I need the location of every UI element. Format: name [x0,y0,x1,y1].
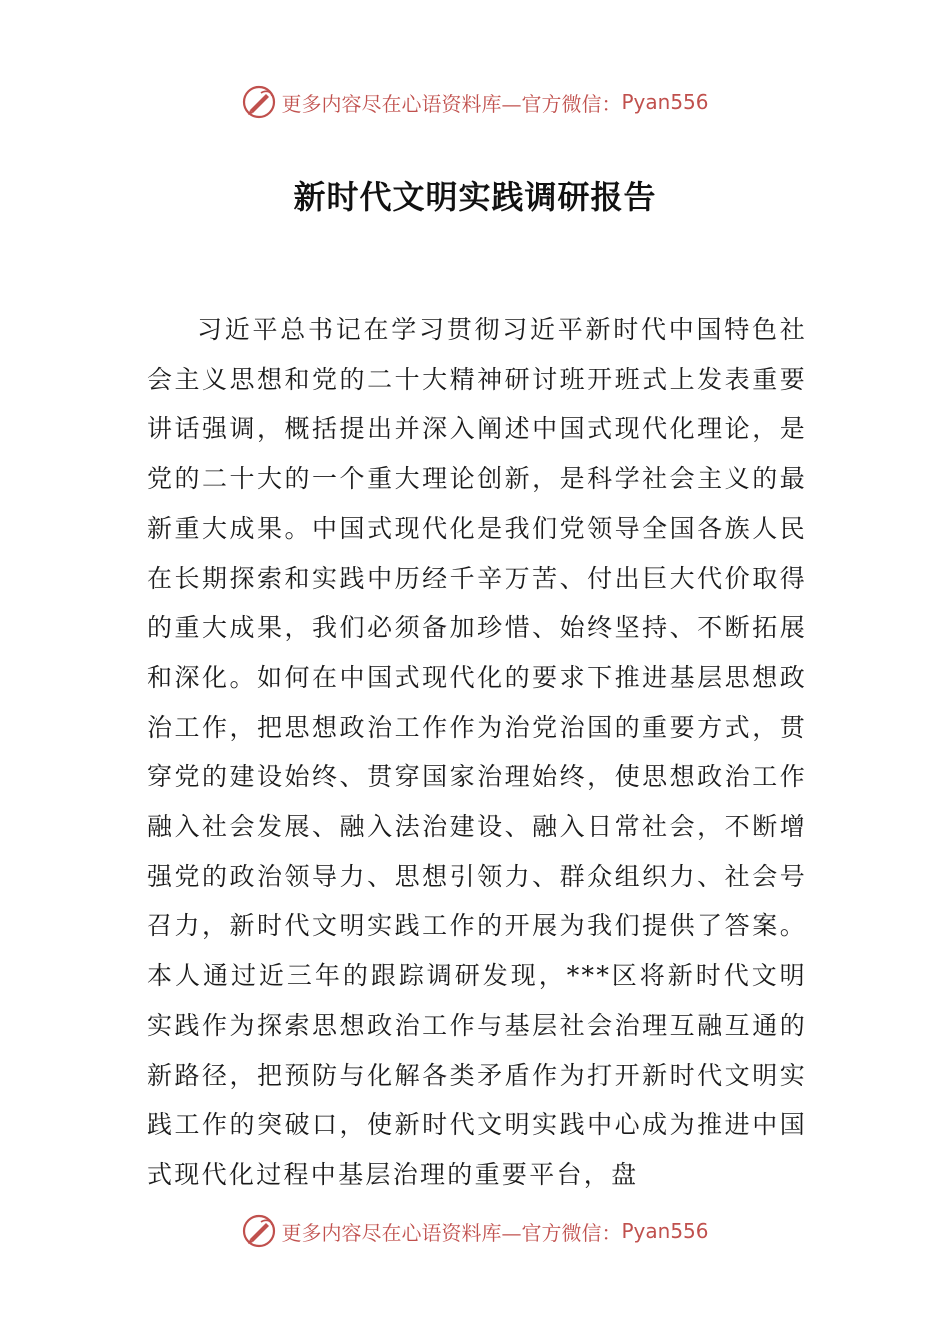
document-title: 新时代文明实践调研报告 [293,178,657,216]
header-watermark [0,82,950,122]
watermark-handle: Pyan556 [621,1219,709,1243]
pen-logo-icon [241,1213,277,1249]
watermark-handle: Pyan556 [621,90,709,114]
body-paragraph: 习近平总书记在学习贯彻习近平新时代中国特色社会主义思想和党的二十大精神研讨班开班式上发表重要讲话强调，概括提出并深入阐述中国式现代化理论，是党的二十大的一个重大理论创新，是科学社会主义的最新重大成果。中国式现代化是我们党领导全国各族人民在长期探索和实践中历经千辛万苦、付出巨大代价取得的重大成果，我们必须备加珍惜、始终坚持、不断拓展和深化。如何在中国式现代化的要求下推进基层思想政治工作，把思想政治工作作为治党治国的重要方式，贯穿党的建设始终、贯穿国家治理始终，使思想政治工作融入社会发展、融入法治建设、融入日常社会，不断增强党的政治领导力、思想引领力、群众组织力、社会号召力，新时代文明实践工作的开展为我们提供了答案。本人通过近三年的跟踪调研发现，***区将新时代文明实践作为探索思想政治工作与基层社会治理互融互通的新路径，把预防与化解各类矛盾作为打开新时代文明实践工作的突破口，使新时代文明实践中心成为推进中国式现代化过程中基层治理的重要平台，盘 [147,315,807,1189]
footer-watermark [0,1211,950,1251]
watermark-text: 更多内容尽在心语资料库—官方微信： [281,1220,622,1245]
pen-logo-icon [241,84,277,120]
watermark-text: 更多内容尽在心语资料库—官方微信： [281,91,622,116]
